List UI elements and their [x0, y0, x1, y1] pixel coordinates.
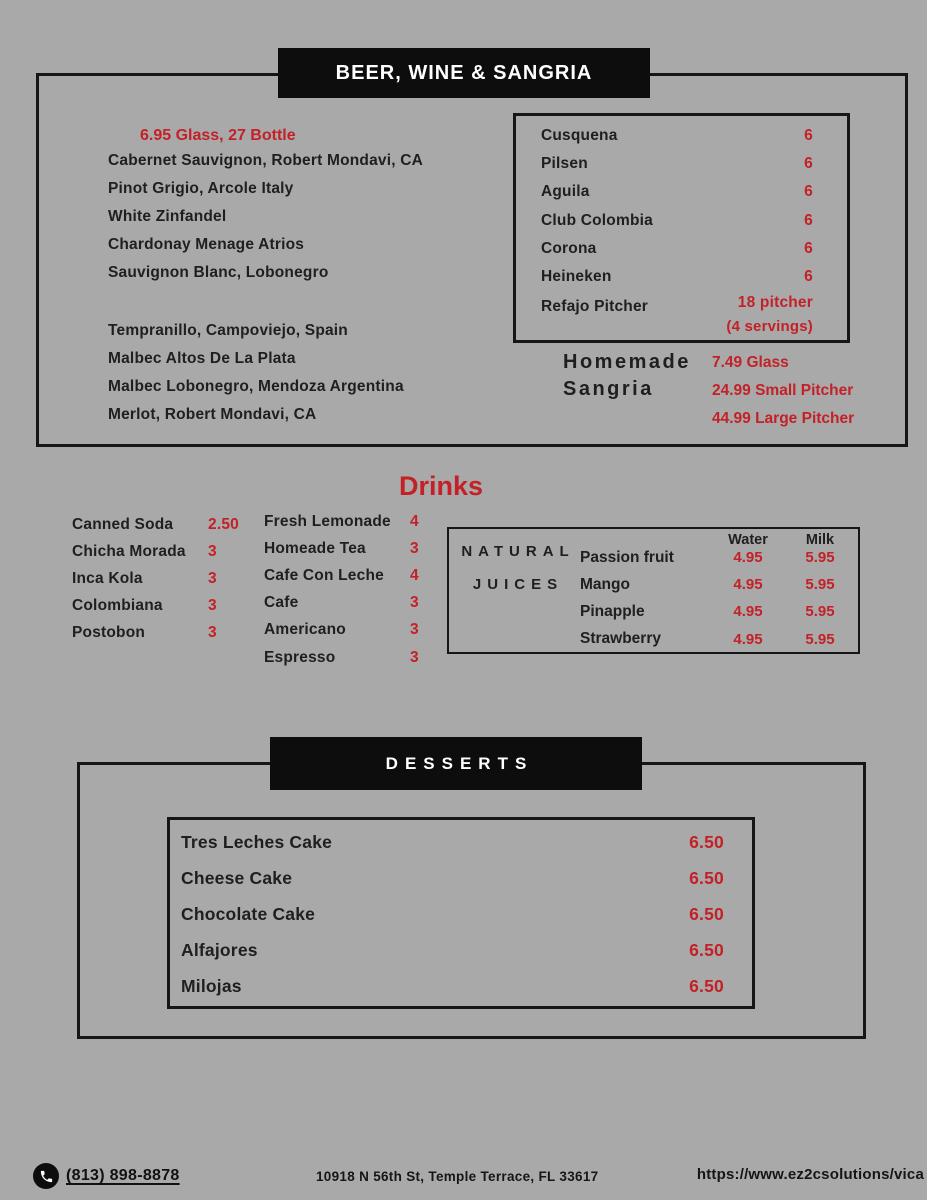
juice-name: Passion fruit	[580, 548, 674, 566]
drink-name: Cafe Con Leche	[264, 566, 384, 584]
drink-name: Espresso	[264, 648, 336, 666]
juice-row	[580, 544, 850, 571]
drink-name: Canned Soda	[72, 515, 174, 533]
dessert-price: 6.50	[689, 867, 724, 888]
beer-price: 6	[804, 211, 813, 229]
drink-price: 3	[208, 569, 217, 587]
drinks-column-2	[264, 508, 419, 671]
beer-row	[516, 291, 847, 347]
juice-water-price: 4.95	[733, 630, 763, 648]
drink-price: 3	[410, 594, 419, 612]
wine-item: Pinot Grigio, Arcole Italy	[108, 180, 294, 197]
drink-row	[264, 562, 419, 589]
wine-price-header: 6.95 Glass, 27 Bottle	[140, 127, 296, 144]
dessert-row	[170, 860, 752, 896]
beer-price: 6	[804, 127, 813, 145]
juice-milk-price: 5.95	[805, 549, 835, 567]
wine-item: Malbec Lobonegro, Mendoza Argentina	[108, 378, 404, 395]
dessert-price: 6.50	[689, 939, 724, 960]
drink-name: Fresh Lemonade	[264, 512, 391, 530]
drink-row	[264, 617, 419, 644]
dessert-price: 6.50	[689, 831, 724, 852]
dessert-row	[170, 824, 752, 860]
natural-juices-label-line1: NATURAL	[461, 543, 575, 560]
beer-row	[516, 263, 847, 291]
juice-water-price: 4.95	[733, 576, 763, 594]
juice-milk-price: 5.95	[805, 630, 835, 648]
sangria-label-line2: Sangria	[563, 378, 654, 400]
sangria-label	[563, 349, 691, 403]
drinks-section-title: Drinks	[398, 471, 484, 501]
beer-row	[516, 235, 847, 263]
beer-row	[516, 150, 847, 178]
phone-icon	[33, 1163, 59, 1189]
sangria-prices	[712, 349, 854, 433]
wine-item: Merlot, Robert Mondavi, CA	[108, 406, 317, 423]
drink-row	[264, 508, 419, 535]
dessert-name: Alfajores	[181, 939, 258, 960]
natural-juices-label-line2: JUICES	[472, 576, 564, 593]
dessert-price: 6.50	[689, 975, 724, 996]
juices-water-header: Water	[728, 532, 768, 548]
drink-row	[72, 511, 239, 538]
phone-link[interactable]: (813) 898-8878	[66, 1167, 180, 1184]
drink-row	[264, 535, 419, 562]
dessert-name: Cheese Cake	[181, 867, 293, 888]
drink-price: 4	[410, 512, 419, 530]
dessert-name: Milojas	[181, 975, 242, 996]
dessert-name: Tres Leches Cake	[181, 831, 333, 852]
juice-water-price: 4.95	[733, 549, 763, 567]
juice-row	[580, 626, 850, 653]
drink-price: 4	[410, 566, 419, 584]
drink-row	[72, 565, 239, 592]
beer-row	[516, 178, 847, 206]
natural-juices-label	[457, 535, 579, 601]
drink-price: 3	[410, 648, 419, 666]
juice-milk-price: 5.95	[805, 603, 835, 621]
beer-row	[516, 122, 847, 150]
drink-price: 2.50	[208, 515, 239, 533]
beer-name: Cusquena	[541, 127, 618, 145]
beer-name: Heineken	[541, 268, 612, 286]
beer-wine-title: BEER, WINE & SANGRIA	[335, 61, 593, 84]
wine-item: Sauvignon Blanc, Lobonegro	[108, 264, 329, 281]
drink-row	[72, 620, 239, 647]
sangria-price-line: 24.99 Small Pitcher	[712, 382, 854, 399]
beer-name: Pilsen	[541, 155, 588, 173]
juice-name: Mango	[580, 575, 630, 593]
sangria-label-line1: Homemade	[563, 351, 691, 373]
desserts-list-box	[167, 817, 755, 1009]
dessert-row	[170, 968, 752, 1004]
drink-name: Inca Kola	[72, 569, 143, 587]
wine-item: Malbec Altos De La Plata	[108, 350, 296, 367]
drink-name: Chicha Morada	[72, 542, 186, 560]
beer-wine-title-banner	[278, 48, 650, 98]
website-link[interactable]: https://www.ez2csolutions/vica	[696, 1166, 924, 1183]
drink-name: Colombiana	[72, 597, 163, 615]
address-text: 10918 N 56th St, Temple Terrace, FL 33617	[316, 1169, 599, 1184]
desserts-title-banner	[270, 737, 642, 790]
wine-item: Chardonay Menage Atrios	[108, 236, 305, 253]
wine-item: White Zinfandel	[108, 208, 227, 225]
drink-name: Americano	[264, 621, 346, 639]
dessert-price: 6.50	[689, 903, 724, 924]
drink-row	[72, 593, 239, 620]
juice-name: Pinapple	[580, 602, 645, 620]
beer-name: Refajo Pitcher	[541, 298, 649, 316]
drink-price: 3	[208, 597, 217, 615]
juices-rows	[580, 544, 850, 653]
drink-price: 3	[208, 624, 217, 642]
drink-name: Homeade Tea	[264, 539, 366, 557]
beer-price-amount: 18 pitcher	[737, 294, 813, 312]
juice-name: Strawberry	[580, 630, 661, 648]
juice-row	[580, 571, 850, 598]
natural-juices-box	[447, 527, 860, 654]
drink-price: 3	[410, 621, 419, 639]
beer-price-note: (4 servings)	[726, 318, 813, 336]
juice-row	[580, 598, 850, 625]
drink-price: 3	[208, 542, 217, 560]
phone-icon-glyph	[39, 1169, 54, 1184]
dessert-row	[170, 896, 752, 932]
beer-name: Club Colombia	[541, 211, 653, 229]
beer-price: 6	[804, 268, 813, 286]
drink-name: Cafe	[264, 594, 299, 612]
beer-price: 6	[804, 183, 813, 201]
drink-row	[264, 590, 419, 617]
drink-name: Postobon	[72, 624, 146, 642]
beer-price: 6	[804, 155, 813, 173]
beer-name: Corona	[541, 239, 597, 257]
wine-item: Cabernet Sauvignon, Robert Mondavi, CA	[108, 152, 424, 169]
beer-row	[516, 207, 847, 235]
sangria-price-line: 44.99 Large Pitcher	[712, 410, 855, 427]
juices-milk-header: Milk	[805, 532, 835, 548]
drinks-column-1	[72, 511, 239, 647]
wine-list-reds	[108, 317, 404, 429]
drink-row	[72, 538, 239, 565]
beer-name: Aguila	[541, 183, 590, 201]
dessert-row	[170, 932, 752, 968]
wine-list-whites	[108, 147, 423, 287]
beer-list-box	[513, 113, 850, 343]
drink-row	[264, 644, 419, 671]
juice-water-price: 4.95	[733, 603, 763, 621]
dessert-name: Chocolate Cake	[181, 903, 316, 924]
desserts-title: DESSERTS	[385, 753, 534, 773]
sangria-price-line: 7.49 Glass	[712, 354, 789, 371]
beer-price: 6	[804, 239, 813, 257]
beer-price	[726, 291, 813, 339]
wine-item: Tempranillo, Campoviejo, Spain	[108, 322, 348, 339]
juice-milk-price: 5.95	[805, 576, 835, 594]
drink-price: 3	[410, 539, 419, 557]
